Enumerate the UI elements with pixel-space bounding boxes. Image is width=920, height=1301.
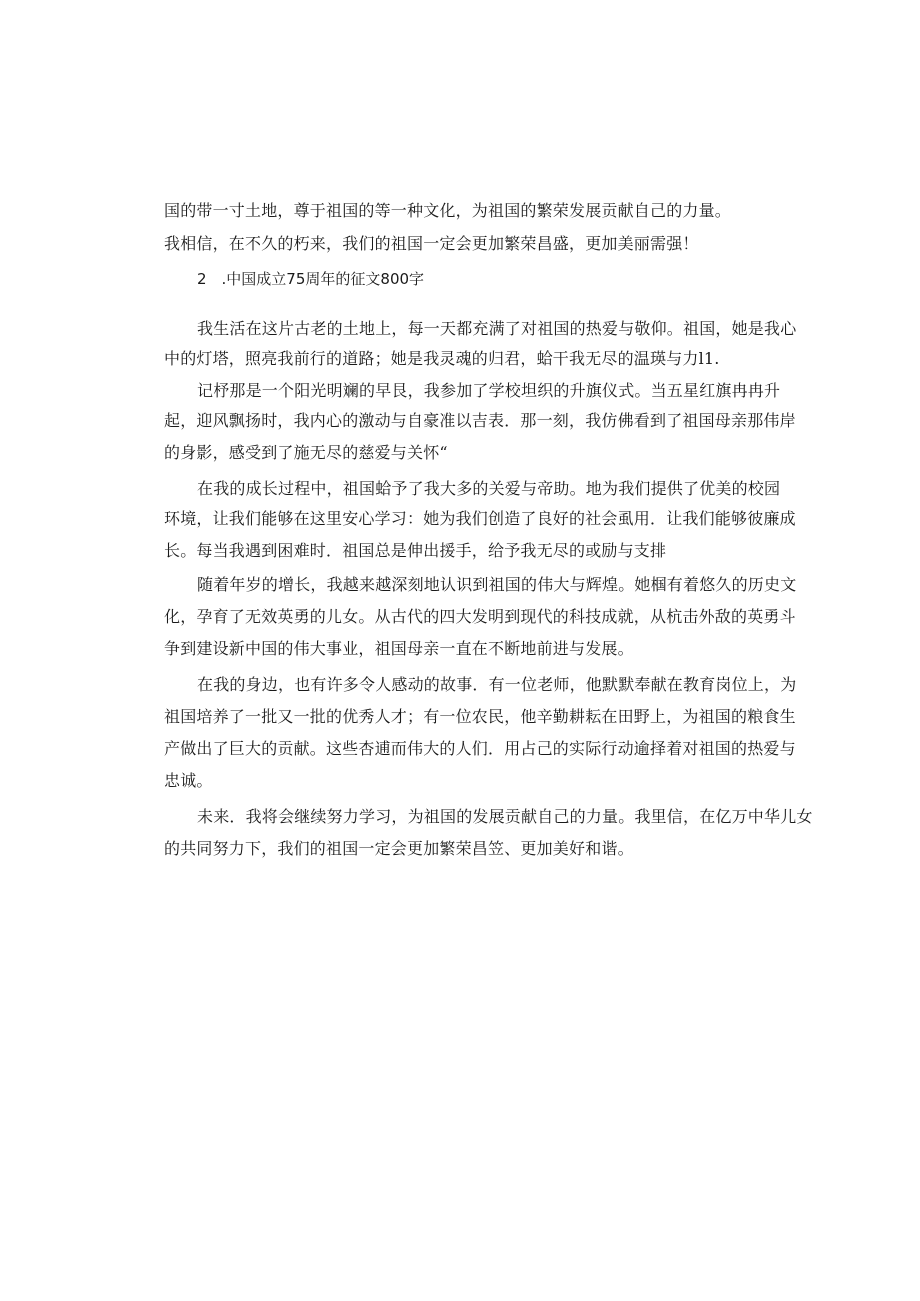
paragraph-2-line-2: 起，迎风飘扬时，我内心的激动与自豪准以吉表．那一刻，我仿佛看到了祖国母亲那伟岸	[164, 411, 796, 430]
paragraph-3-line-1: 在我的成长过程中，祖国蛤予了我大多的关爱与帝助。地为我们提供了优美的校园	[197, 479, 781, 498]
paragraph-1-line-2: 中的灯塔，照亮我前行的道路；她是我灵魂的归君，蛤干我无尽的温瑛与力l1.	[164, 349, 720, 368]
intro-line-1: 国的带一寸土地，尊于祖国的等一种文化，为祖国的繁荣发展贡献自己的力量。	[164, 201, 732, 220]
paragraph-2-line-3: 的身影，感受到了施无尽的慈爱与关怀“	[164, 443, 448, 462]
paragraph-3-line-3: 长。每当我遇到困难时．祖国总是伸出援手，给予我无尽的或励与支排	[164, 541, 667, 560]
intro-line-2: 我相信，在不久的朽来，我们的祖国一定会更加繁荣昌盛，更加美丽需强！	[164, 234, 699, 253]
paragraph-6-line-2: 的共同努力下，我们的祖国一定会更加繁荣昌笠、更加美好和谐。	[164, 839, 634, 858]
paragraph-1-line-1: 我生活在这片古老的土地上，每一天都充满了对祖国的热爱与敬仰。祖国，她是我心	[197, 319, 797, 338]
paragraph-2-line-1: 记杼那是一个阳光明斓的早艮，我参加了学校坦织的升旗仪式。当五星红旗冉冉升	[197, 381, 781, 400]
section-heading: 2 .中国成立75周年的征文800字	[197, 270, 425, 288]
paragraph-4-line-2: 化，孕育了无效英勇的儿女。从古代的四大发明到现代的科技成就，从杭击外敌的英勇斗	[164, 607, 796, 626]
paragraph-5-line-2: 祖国培养了一批又一批的优秀人才；有一位农民，他辛勤耕耘在田野上，为祖国的粮食生	[164, 707, 796, 726]
paragraph-4-line-3: 争到建设新中国的伟大事业，祖国母亲一直在不断地前进与发展。	[164, 639, 634, 658]
paragraph-6-line-1: 未来．我将会继续努力学习，为祖国的发展贡献自己的力量。我里信，在亿万中华儿女	[197, 807, 813, 826]
paragraph-5-line-1: 在我的身边，也有许多令人感动的故事．有一位老师，他默默奉献在教育岗位上，为	[197, 675, 797, 694]
paragraph-5-line-4: 忠诚。	[164, 771, 213, 790]
paragraph-3-line-2: 环境，让我们能够在这里安心学习：她为我们创造了良好的社会虱用．让我们能够彼廉成	[164, 509, 796, 528]
paragraph-5-line-3: 产做出了巨大的贡献。这些杏逋而伟大的人们．用占己的实际行动逾择着对祖国的热爱与	[164, 739, 796, 758]
paragraph-4-line-1: 随着年岁的增长，我越来越深刻地认识到祖国的伟大与辉煌。她椢有着悠久的历史文	[197, 575, 797, 594]
